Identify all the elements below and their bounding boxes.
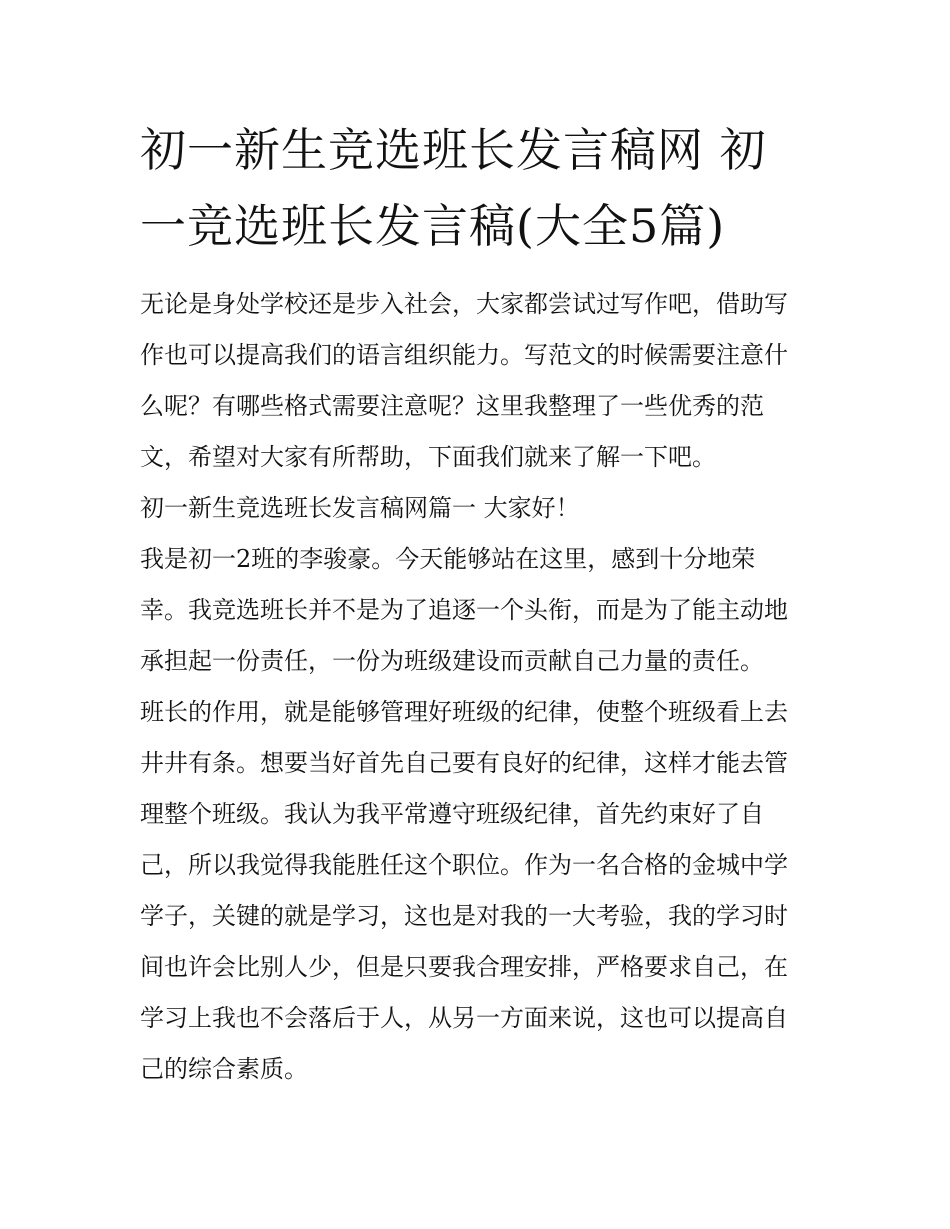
paragraph-line: 无论是身处学校还是步入社会，大家都尝试过写作吧，借助写 bbox=[140, 290, 788, 318]
paragraph-line: 幸。我竞选班长并不是为了追逐一个头衔，而是为了能主动地 bbox=[140, 596, 788, 624]
paragraph-line: 作也可以提高我们的语言组织能力。写范文的时候需要注意什 bbox=[140, 341, 788, 369]
section-heading-line: 初一新生竞选班长发言稿网篇一 大家好！ bbox=[140, 494, 580, 522]
document-title bbox=[140, 112, 820, 264]
paragraph-line: 学习上我也不会落后于人，从另一方面来说，这也可以提高自 bbox=[140, 1004, 788, 1032]
paragraph-line: 班长的作用，就是能够管理好班级的纪律，使整个班级看上去 bbox=[140, 698, 788, 726]
title-line: 一竞选班长发言稿(大全5篇) bbox=[140, 199, 726, 253]
paragraph-line: 承担起一份责任，一份为班级建设而贡献自己力量的责任。 bbox=[140, 647, 764, 675]
paragraph-line: 井井有条。想要当好首先自己要有良好的纪律，这样才能去管 bbox=[140, 749, 788, 777]
paragraph-line: 文，希望对大家有所帮助，下面我们就来了解一下吧。 bbox=[140, 443, 716, 471]
paragraph-line: 学子，关键的就是学习，这也是对我的一大考验，我的学习时 bbox=[140, 902, 788, 930]
title-line: 初一新生竞选班长发言稿网 初 bbox=[140, 123, 767, 177]
paragraph-line: 己，所以我觉得我能胜任这个职位。作为一名合格的金城中学 bbox=[140, 851, 788, 879]
paragraph-line: 我是初一2班的李骏豪。今天能够站在这里，感到十分地荣 bbox=[140, 545, 756, 573]
paragraph-line: 么呢？有哪些格式需要注意呢？这里我整理了一些优秀的范 bbox=[140, 392, 764, 420]
paragraph-line: 间也许会比别人少，但是只要我合理安排，严格要求自己，在 bbox=[140, 953, 788, 981]
paragraph-line: 理整个班级。我认为我平常遵守班级纪律，首先约束好了自 bbox=[140, 800, 764, 828]
document-body bbox=[140, 279, 830, 1095]
paragraph-line: 己的综合素质。 bbox=[140, 1055, 308, 1083]
